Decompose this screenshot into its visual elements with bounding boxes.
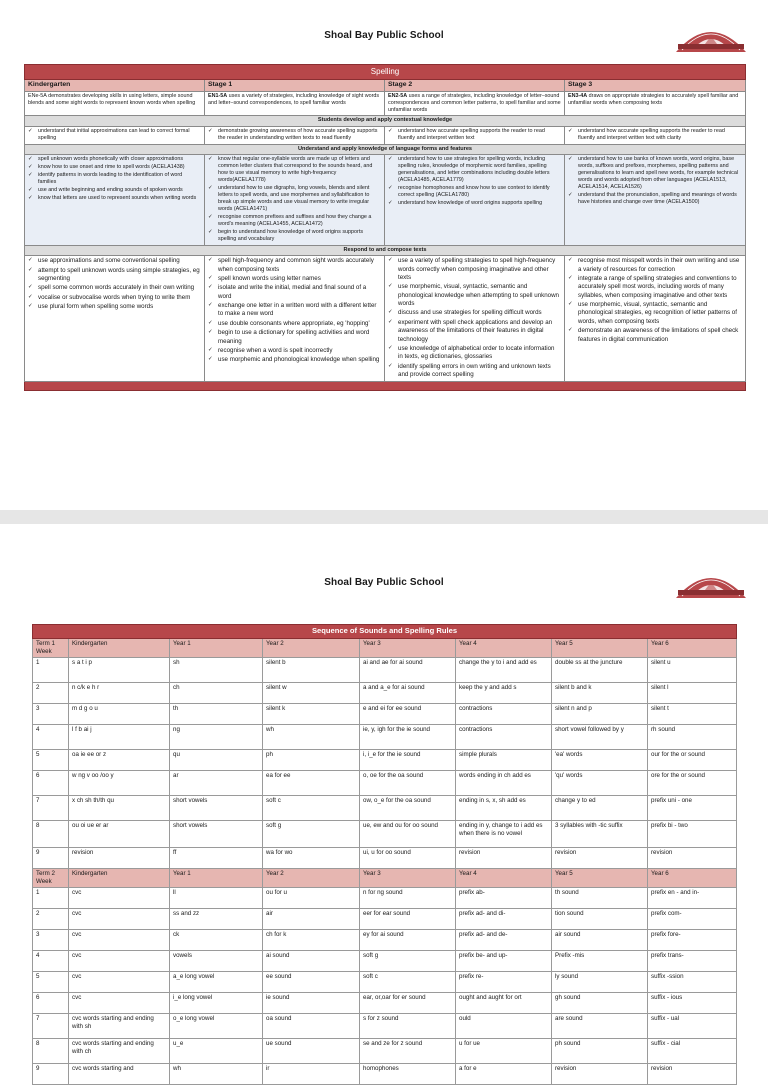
sound-rule-cell: suffix - ious — [648, 993, 737, 1014]
spelling-footer-bar — [25, 382, 746, 391]
sound-rule-cell: silent k — [263, 704, 360, 725]
sequence-banner-row — [33, 625, 737, 639]
sound-rule-cell: soft c — [360, 972, 456, 993]
table-row — [33, 909, 737, 930]
sound-rule-cell: ould — [456, 1014, 552, 1039]
sound-rule-cell: cvc — [69, 993, 170, 1014]
content-item: ✓ identify spelling errors in own writing and unknown texts and provide correct spelling — [388, 363, 561, 380]
content-item: ✓ know how to use onset and rime to spell words (ACELA1438) — [28, 164, 201, 171]
sound-rule-cell: ee sound — [263, 972, 360, 993]
sound-rule-cell: suffix - ual — [648, 1014, 737, 1039]
sound-rule-cell: prefix ad- and de- — [456, 930, 552, 951]
week-number-cell: 3 — [33, 930, 69, 951]
table-row — [33, 1064, 737, 1085]
content-item: ✓ understand how accurate spelling supports the reader to read fluently and interpret written text with clarity — [568, 128, 742, 142]
sound-rule-cell: cvc words starting and ending with sh — [69, 1014, 170, 1039]
content-item: ✓ isolate and write the initial, medial and final sound of a word — [208, 284, 381, 301]
column-header: Year 4 — [456, 639, 552, 658]
sound-rule-cell: i, i_e for the ie sound — [360, 750, 456, 771]
sound-rule-cell: ie, y, igh for the ie sound — [360, 725, 456, 750]
week-number-cell: 5 — [33, 972, 69, 993]
section-content-row — [25, 154, 746, 245]
stage-header: Stage 3 — [565, 80, 746, 92]
sound-rule-cell: ir — [263, 1064, 360, 1085]
sound-rule-cell: ear, or,oar for er sound — [360, 993, 456, 1014]
sound-rule-cell: eer for ear sound — [360, 909, 456, 930]
sound-rule-cell: soft g — [263, 821, 360, 848]
column-header: Year 1 — [170, 639, 263, 658]
sound-rule-cell: ou for u — [263, 888, 360, 909]
sound-rule-cell: gh sound — [552, 993, 648, 1014]
sound-rule-cell: wh — [263, 725, 360, 750]
content-item: ✓ understand that initial approximations can lead to correct formal spelling — [28, 128, 201, 142]
sound-rule-cell: Prefix -mis — [552, 951, 648, 972]
sound-rule-cell: prefix uni - one — [648, 796, 737, 821]
outcome-cell: EN2-5A uses a range of strategies, including knowledge of letter–sound correspondences and common letter patterns, to spell familiar and some unfamiliar words — [385, 92, 565, 116]
sound-rule-cell: cvc — [69, 951, 170, 972]
sound-rule-cell: prefix ad- and di- — [456, 909, 552, 930]
sound-rule-cell: ar — [170, 771, 263, 796]
outcome-cell: ENe-5A demonstrates developing skills in using letters, simple sound blends and some sight words to represent known words when spelling — [25, 92, 205, 116]
column-header: Year 5 — [552, 639, 648, 658]
content-item: ✓ use double consonants where appropriate, eg 'hopping' — [208, 320, 381, 328]
school-logo — [674, 560, 748, 600]
sound-rule-cell: qu — [170, 750, 263, 771]
sound-rule-cell: ly sound — [552, 972, 648, 993]
sound-rule-cell: o_e long vowel — [170, 1014, 263, 1039]
section-content-row — [25, 256, 746, 382]
table-row — [33, 888, 737, 909]
sound-rule-cell: soft g — [360, 951, 456, 972]
sound-rule-cell: short vowel followed by y — [552, 725, 648, 750]
table-row — [33, 821, 737, 848]
content-item: ✓ spell unknown words phonetically with closer approximations — [28, 156, 201, 163]
sound-rule-cell: silent l — [648, 683, 737, 704]
sound-rule-cell: ue sound — [263, 1039, 360, 1064]
table-row — [33, 930, 737, 951]
sound-rule-cell: prefix ab- — [456, 888, 552, 909]
table-row — [33, 848, 737, 869]
section-heading: Respond to and compose texts — [25, 246, 746, 256]
content-item: ✓ spell high-frequency and common sight words accurately when composing texts — [208, 257, 381, 274]
sound-rule-cell: 'qu' words — [552, 771, 648, 796]
content-item: ✓ know that regular one-syllable words are made up of letters and common letter clusters that correspond to the sounds heard, and how to use visual memory to write high-frequency words(ACELA1778) — [208, 156, 381, 184]
week-number-cell: 3 — [33, 704, 69, 725]
week-number-cell: 7 — [33, 1014, 69, 1039]
sound-rule-cell: ui, u for oo sound — [360, 848, 456, 869]
sound-rule-cell: our for the or sound — [648, 750, 737, 771]
sound-rule-cell: o, oe for the oa sound — [360, 771, 456, 796]
week-number-cell: 8 — [33, 821, 69, 848]
sound-rule-cell: ng — [170, 725, 263, 750]
week-number-cell: 1 — [33, 658, 69, 683]
sound-rule-cell: ey for ai sound — [360, 930, 456, 951]
sound-rule-cell: ph — [263, 750, 360, 771]
content-item: ✓ use plural form when spelling some words — [28, 303, 201, 311]
content-item: ✓ understand how to use digraphs, long vowels, blends and silent letters to spell words, and use morphemes and syllabification to break up simple words and use visual memory to write irregular words (ACELA1471) — [208, 185, 381, 213]
column-header: Year 4 — [456, 869, 552, 888]
stage-header: Stage 2 — [385, 80, 565, 92]
sound-rule-cell: th sound — [552, 888, 648, 909]
stage-content-cell — [205, 126, 385, 144]
stage-content-cell — [25, 126, 205, 144]
sound-rule-cell: prefix be- and up- — [456, 951, 552, 972]
content-item: ✓ begin to understand how knowledge of word origins supports spelling and vocabulary — [208, 229, 381, 243]
sound-rule-cell: s a t i p — [69, 658, 170, 683]
sound-rule-cell: ought and aught for ort — [456, 993, 552, 1014]
sound-rule-cell: prefix fore- — [648, 930, 737, 951]
term2-header-row — [33, 869, 737, 888]
sound-rule-cell: silent b and k — [552, 683, 648, 704]
sound-rule-cell: keep the y and add s — [456, 683, 552, 704]
outcome-cell: EN3-4A draws on appropriate strategies to accurately spell familiar and unfamiliar words when composing texts — [565, 92, 746, 116]
sound-rule-cell: w ng v oo /oo y — [69, 771, 170, 796]
sound-rule-cell: contractions — [456, 704, 552, 725]
table-row — [33, 750, 737, 771]
sound-rule-cell: x ch sh th/th qu — [69, 796, 170, 821]
sound-rule-cell: silent w — [263, 683, 360, 704]
sound-rule-cell: ending in s, x, sh add es — [456, 796, 552, 821]
term1-header-row — [33, 639, 737, 658]
sound-rule-cell: double ss at the juncture — [552, 658, 648, 683]
sound-rule-cell: words ending in ch add es — [456, 771, 552, 796]
sound-rule-cell: ai sound — [263, 951, 360, 972]
content-item: ✓ recognise homophones and know how to use context to identify correct spelling (ACELA1780) — [388, 185, 561, 199]
sound-rule-cell: ai and ae for ai sound — [360, 658, 456, 683]
sound-rule-cell: ph sound — [552, 1039, 648, 1064]
table-row — [33, 796, 737, 821]
table-row — [33, 993, 737, 1014]
content-item: ✓ use a variety of spelling strategies to spell high-frequency words correctly when composing imaginative and other texts — [388, 257, 561, 282]
content-item: ✓ understand how knowledge of word origins supports spelling — [388, 200, 561, 207]
sound-rule-cell: cvc words starting and — [69, 1064, 170, 1085]
sound-rule-cell: short vowels — [170, 796, 263, 821]
week-number-cell: 7 — [33, 796, 69, 821]
sound-rule-cell: e and ei for ee sound — [360, 704, 456, 725]
school-title: Shoal Bay Public School — [324, 577, 444, 588]
table-row — [33, 683, 737, 704]
page-separator — [0, 510, 768, 524]
column-header: Kindergarten — [69, 869, 170, 888]
content-item: ✓ understand how to use banks of known words, word origins, base words, suffixes and prefixes, morphemes, spelling patterns and generalisations to learn and spell new words, for example technical words and words adopted from other languages (ACELA1513, ACELA1514, ACELA1526) — [568, 156, 742, 191]
content-item: ✓ spell known words using letter names — [208, 275, 381, 283]
section-heading-row — [25, 144, 746, 154]
sound-rule-cell: revision — [456, 848, 552, 869]
week-number-cell: 2 — [33, 683, 69, 704]
school-title: Shoal Bay Public School — [324, 30, 444, 41]
content-item: ✓ understand how accurate spelling supports the reader to read fluently and interpret written text — [388, 128, 561, 142]
sound-rule-cell: air — [263, 909, 360, 930]
sound-rule-cell: tion sound — [552, 909, 648, 930]
sound-rule-cell: ch for k — [263, 930, 360, 951]
sound-rule-cell: cvc — [69, 930, 170, 951]
column-header: Year 6 — [648, 869, 737, 888]
sound-rule-cell: simple plurals — [456, 750, 552, 771]
sound-rule-cell: revision — [648, 848, 737, 869]
table-row — [33, 1014, 737, 1039]
sound-rule-cell: n c/k e h r — [69, 683, 170, 704]
document-page-2 — [0, 524, 768, 1072]
sound-rule-cell: revision — [69, 848, 170, 869]
sound-rule-cell: cvc — [69, 888, 170, 909]
sequence-banner: Sequence of Sounds and Spelling Rules — [33, 625, 737, 639]
column-header: Year 3 — [360, 869, 456, 888]
sound-rule-cell: prefix com- — [648, 909, 737, 930]
sound-rule-cell: cvc words starting and ending with ch — [69, 1039, 170, 1064]
sound-rule-cell: homophones — [360, 1064, 456, 1085]
sound-rule-cell: ore for the or sound — [648, 771, 737, 796]
sound-rule-cell: contractions — [456, 725, 552, 750]
sound-rule-cell: u_e — [170, 1039, 263, 1064]
content-item: ✓ use morphemic and phonological knowledge when spelling — [208, 356, 381, 364]
sound-rule-cell: th — [170, 704, 263, 725]
week-number-cell: 9 — [33, 1064, 69, 1085]
column-header: Year 2 — [263, 869, 360, 888]
sound-rule-cell: ending in y, change to i add es when there is no vowel — [456, 821, 552, 848]
sound-rule-cell: ou oi ue er ar — [69, 821, 170, 848]
sound-rule-cell: 'ea' words — [552, 750, 648, 771]
outcome-cell: EN1-5A uses a variety of strategies, including knowledge of sight words and letter–sound correspondences, to spell familiar words — [205, 92, 385, 116]
stage-header-row — [25, 80, 746, 92]
sound-rule-cell: cvc — [69, 972, 170, 993]
stage-header: Stage 1 — [205, 80, 385, 92]
sound-rule-cell: prefix trans- — [648, 951, 737, 972]
stage-content-cell — [385, 154, 565, 245]
table-row — [33, 1039, 737, 1064]
sound-rule-cell: ie sound — [263, 993, 360, 1014]
sound-rule-cell: ck — [170, 930, 263, 951]
sound-rule-cell: silent u — [648, 658, 737, 683]
content-item: ✓ experiment with spell check applications and develop an awareness of the limitations of their features in digital technology — [388, 319, 561, 344]
column-header: Year 5 — [552, 869, 648, 888]
sound-rule-cell: suffix -ssion — [648, 972, 737, 993]
sound-rule-cell: i_e long vowel — [170, 993, 263, 1014]
content-item: ✓ understand how to use strategies for spelling words, including spelling rules, knowledge of morphemic word families, spelling generalisations, and letter combinations including double letters (ACELA1485, ACELA1779) — [388, 156, 561, 184]
sound-rule-cell: are sound — [552, 1014, 648, 1039]
sound-rule-cell: silent t — [648, 704, 737, 725]
spelling-outcomes-table — [24, 64, 746, 391]
content-item: ✓ know that letters are used to represent sounds when writing words — [28, 195, 201, 202]
sound-rule-cell: ch — [170, 683, 263, 704]
sound-rule-cell: a and a_e for ai sound — [360, 683, 456, 704]
column-header: Term 2 Week — [33, 869, 69, 888]
week-number-cell: 4 — [33, 725, 69, 750]
sound-rule-cell: a_e long vowel — [170, 972, 263, 993]
content-item: ✓ recognise when a word is spelt incorrectly — [208, 347, 381, 355]
content-item: ✓ spell some common words accurately in their own writing — [28, 284, 201, 292]
stage-content-cell — [385, 126, 565, 144]
content-item: ✓ understand that the pronunciation, spelling and meanings of words have histories and change over time (ACELA1500) — [568, 192, 742, 206]
column-header: Kindergarten — [69, 639, 170, 658]
content-item: ✓ demonstrate an awareness of the limitations of spell check features in digital communication — [568, 327, 742, 344]
column-header: Year 3 — [360, 639, 456, 658]
week-number-cell: 6 — [33, 771, 69, 796]
sound-rule-cell: suffix - cial — [648, 1039, 737, 1064]
week-number-cell: 2 — [33, 909, 69, 930]
section-heading: Students develop and apply contextual knowledge — [25, 116, 746, 126]
sound-rule-cell: l f b ai j — [69, 725, 170, 750]
content-item: ✓ attempt to spell unknown words using simple strategies, eg segmenting — [28, 267, 201, 284]
sound-rule-cell: oa ie ee or z — [69, 750, 170, 771]
sound-rule-cell: ow, o_e for the oa sound — [360, 796, 456, 821]
column-header: Year 6 — [648, 639, 737, 658]
content-item: ✓ use approximations and some conventional spelling — [28, 257, 201, 265]
content-item: ✓ vocalise or subvocalise words when trying to write them — [28, 294, 201, 302]
sequence-of-sounds-table — [32, 624, 737, 1085]
sound-rule-cell: revision — [648, 1064, 737, 1085]
week-number-cell: 9 — [33, 848, 69, 869]
column-header: Term 1 Week — [33, 639, 69, 658]
sound-rule-cell: s for z sound — [360, 1014, 456, 1039]
sound-rule-cell: prefix en - and in- — [648, 888, 737, 909]
sound-rule-cell: prefix bi - two — [648, 821, 737, 848]
sound-rule-cell: ea for ee — [263, 771, 360, 796]
sound-rule-cell: u for ue — [456, 1039, 552, 1064]
section-heading: Understand and apply knowledge of language forms and features — [25, 144, 746, 154]
table-row — [33, 704, 737, 725]
week-number-cell: 5 — [33, 750, 69, 771]
sound-rule-cell: change the y to i and add es — [456, 658, 552, 683]
sound-rule-cell: silent n and p — [552, 704, 648, 725]
sound-rule-cell: se and ze for z sound — [360, 1039, 456, 1064]
sound-rule-cell: revision — [552, 1064, 648, 1085]
sound-rule-cell: short vowels — [170, 821, 263, 848]
sound-rule-cell: wa for wo — [263, 848, 360, 869]
content-item: ✓ exchange one letter in a written word with a different letter to make a new word — [208, 302, 381, 319]
document-page-1 — [0, 0, 768, 510]
stage-content-cell — [565, 256, 746, 382]
table-row — [33, 972, 737, 993]
sound-rule-cell: a for e — [456, 1064, 552, 1085]
sound-rule-cell: cvc — [69, 909, 170, 930]
table-row — [33, 771, 737, 796]
stage-content-cell — [25, 154, 205, 245]
table-row — [33, 951, 737, 972]
table-row — [33, 658, 737, 683]
sound-rule-cell: wh — [170, 1064, 263, 1085]
stage-content-cell — [565, 126, 746, 144]
stage-content-cell — [565, 154, 746, 245]
sound-rule-cell: change y to ed — [552, 796, 648, 821]
sound-rule-cell: n for ng sound — [360, 888, 456, 909]
sound-rule-cell: vowels — [170, 951, 263, 972]
section-heading-row — [25, 246, 746, 256]
sound-rule-cell: prefix re- — [456, 972, 552, 993]
sound-rule-cell: silent b — [263, 658, 360, 683]
sound-rule-cell: oa sound — [263, 1014, 360, 1039]
column-header: Year 2 — [263, 639, 360, 658]
week-number-cell: 1 — [33, 888, 69, 909]
sound-rule-cell: revision — [552, 848, 648, 869]
outcome-row — [25, 92, 746, 116]
content-item: ✓ recognise most misspelt words in their own writing and use a variety of resources for correction — [568, 257, 742, 274]
content-item: ✓ use and write beginning and ending sounds of spoken words — [28, 187, 201, 194]
sound-rule-cell: ff — [170, 848, 263, 869]
stage-content-cell — [25, 256, 205, 382]
content-item: ✓ identify patterns in words leading to the identification of word families — [28, 172, 201, 186]
content-item: ✓ recognise common prefixes and suffixes and how they change a word's meaning (ACELA1455, ACELA1472) — [208, 214, 381, 228]
content-item: ✓ use morphemic, visual, syntactic, semantic and phonological strategies, eg recognition of letter patterns of words, when composing texts — [568, 301, 742, 326]
stage-header: Kindergarten — [25, 80, 205, 92]
stage-content-cell — [385, 256, 565, 382]
content-item: ✓ integrate a range of spelling strategies and conventions to accurately spell most words, including words of many syllables, when composing imaginative and other texts — [568, 275, 742, 300]
content-item: ✓ use knowledge of alphabetical order to locate information in texts, eg dictionaries, glossaries — [388, 345, 561, 362]
content-item: ✓ discuss and use strategies for spelling difficult words — [388, 309, 561, 317]
week-number-cell: 6 — [33, 993, 69, 1014]
table-row — [33, 725, 737, 750]
sound-rule-cell: m d g o u — [69, 704, 170, 725]
sound-rule-cell: ss and zz — [170, 909, 263, 930]
sound-rule-cell: air sound — [552, 930, 648, 951]
week-number-cell: 4 — [33, 951, 69, 972]
content-item: ✓ begin to use a dictionary for spelling activities and word meaning — [208, 329, 381, 346]
stage-content-cell — [205, 154, 385, 245]
sound-rule-cell: rh sound — [648, 725, 737, 750]
stage-content-cell — [205, 256, 385, 382]
sound-rule-cell: ue, ew and ou for oo sound — [360, 821, 456, 848]
school-logo — [674, 14, 748, 54]
spelling-banner: Spelling — [25, 65, 746, 80]
sound-rule-cell: 3 syllables with -tic suffix — [552, 821, 648, 848]
sound-rule-cell: ll — [170, 888, 263, 909]
sound-rule-cell: soft c — [263, 796, 360, 821]
spelling-banner-row — [25, 65, 746, 80]
section-heading-row — [25, 116, 746, 126]
sound-rule-cell: sh — [170, 658, 263, 683]
section-content-row — [25, 126, 746, 144]
content-item: ✓ use morphemic, visual, syntactic, semantic and phonological knowledge when attempting to spell unknown words — [388, 283, 561, 308]
content-item: ✓ demonstrate growing awareness of how accurate spelling supports the reader in understanding written texts to read fluently — [208, 128, 381, 142]
week-number-cell: 8 — [33, 1039, 69, 1064]
column-header: Year 1 — [170, 869, 263, 888]
